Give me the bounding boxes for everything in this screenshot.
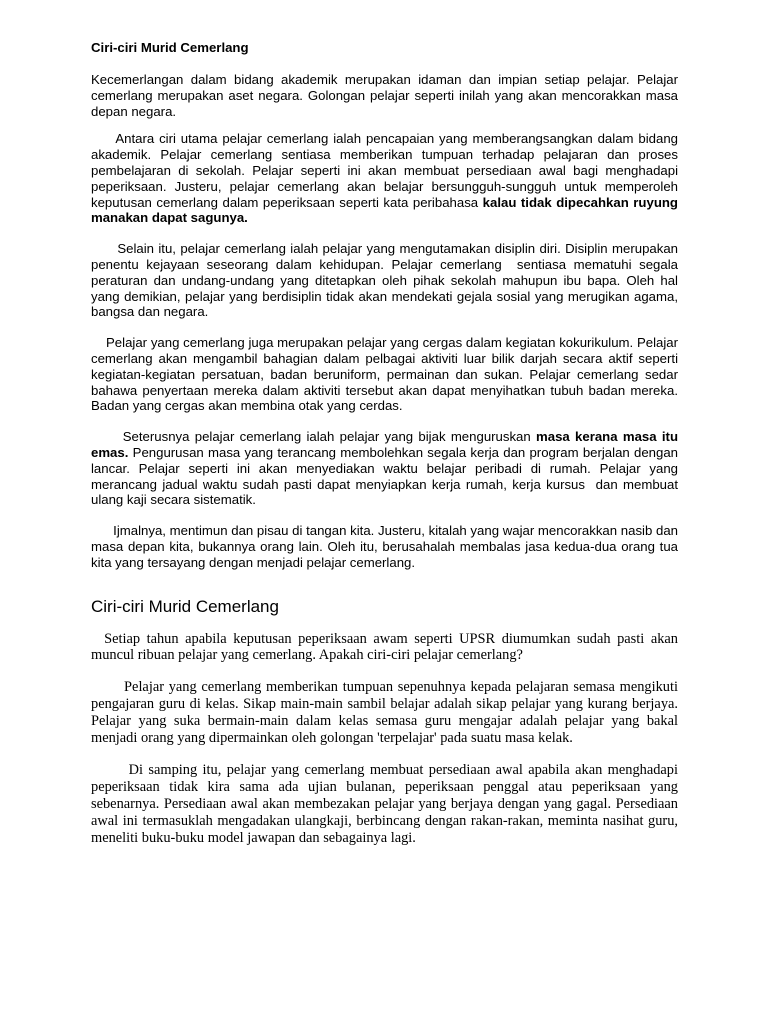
article-1-paragraph-5 <box>91 429 682 508</box>
paragraph-5-text-b: Pengurusan masa yang terancang membolehkan segala kerja dan program berjalan dengan lancar. Pelajar seperti ini akan menyediakan waktu belajar peribadi di rumah. Pelajar yang merancang jadual waktu sudah pasti dapat menyiapkan kerja rumah, kerja kursus dan membuat ulang kaji secara sistematik. <box>91 444 682 508</box>
peribahasa-bold: kalau tidak dipecahkan ruyung manakan dapat sagunya. <box>91 194 682 226</box>
article-2-paragraph-1: Setiap tahun apabila keputusan peperiksaan awam seperti UPSR diumumkan sudah pasti akan muncul ribuan pelajar yang cemerlang. Apakah ciri-ciri pelajar cemerlang? <box>91 630 682 664</box>
article-2-paragraph-2: Pelajar yang cemerlang memberikan tumpuan sepenuhnya kepada pelajaran semasa mengikuti pengajaran guru di kelas. Sikap main-main sambil belajar adalah sikap pelajar yang kurang berjaya. Pelajar yang suka bermain-main dalam kelas semasa guru mengajar adalah pelajar yang bakal menjadi orang yang dipermainkan oleh golongan 'terpelajar' pada suatu masa kelak. <box>91 679 682 747</box>
article-2-title: Ciri-ciri Murid Cemerlang <box>91 596 279 616</box>
masa-itu-emas-bold: masa kerana masa itu emas. <box>91 429 682 460</box>
article-1-paragraph-4: Pelajar yang cemerlang juga merupakan pelajar yang cergas dalam kegiatan kokurikulum. Pelajar cemerlang akan mengambil bahagian dalam pelbagai aktiviti luar bilik darjah secara aktif seperti kegiatan-kegiatan persatuan, badan beruniform, permainan dan sukan. Pelajar cemerlang sedar bahawa penyertaan mereka dalam aktiviti tersebut akan dapat menyihatkan tubuh badan mereka. Badan yang cergas akan membina otak yang cerdas. <box>91 335 682 414</box>
article-2-paragraph-3: Di samping itu, pelajar yang cemerlang membuat persediaan awal apabila akan menghadapi peperiksaan tidak kira sama ada ujian bulanan, peperiksaan penggal atau peperiksaan yang sebenarnya. Persediaan awal akan membezakan pelajar yang berjaya dengan yang gagal. Persediaan awal ini termasuklah mengadakan ulangkaji, berbincang dengan rakan-rakan, meminta nasihat guru, meneliti buku-buku model jawapan dan sebagainya lagi. <box>91 761 682 846</box>
article-1-paragraph-2 <box>91 131 682 226</box>
document-page <box>91 40 682 846</box>
paragraph-5-text-a: Seterusnya pelajar cemerlang ialah pelajar yang bijak menguruskan <box>91 429 537 445</box>
article-1-paragraph-6: Ijmalnya, mentimun dan pisau di tangan kita. Justeru, kitalah yang wajar mencorakkan nasib dan masa depan kita, bukannya orang lain. Oleh itu, berusahalah membalas jasa kedua-dua orang tua kita yang tersayang dengan menjadi pelajar cemerlang. <box>91 523 682 570</box>
article-1 <box>91 40 682 571</box>
paragraph-2-text: Antara ciri utama pelajar cemerlang ialah pencapaian yang memberangsangkan dalam bidang akademik. Pelajar cemerlang sentiasa memberikan tumpuan terhadap pelajaran dan proses pembelajaran di sekolah. Pelajar seperti ini akan membuat persediaan awal bagi menghadapi peperiksaan. Justeru, pelajar cemerlang akan belajar bersungguh-sungguh untuk memperoleh keputusan cemerlang dalam peperiksaan seperti kata peribahasa <box>91 131 682 210</box>
article-1-paragraph-1: Kecemerlangan dalam bidang akademik merupakan idaman dan impian setiap pelajar. Pelajar cemerlang merupakan aset negara. Golongan pelajar seperti inilah yang akan mencorakkan masa depan negara. <box>91 72 678 119</box>
article-2 <box>91 596 682 847</box>
article-1-title: Ciri-ciri Murid Cemerlang <box>91 40 249 55</box>
article-1-paragraph-3: Selain itu, pelajar cemerlang ialah pelajar yang mengutamakan disiplin diri. Disiplin merupakan penentu kejayaan seseorang dalam kehidupan. Pelajar cemerlang sentiasa mematuhi segala peraturan dan undang-undang yang ditetapkan oleh pihak sekolah mahupun ibu bapa. Oleh hal yang demikian, pelajar yang berdisiplin tidak akan mendekati gejala sosial yang merugikan agama, bangsa dan negara. <box>91 241 682 320</box>
